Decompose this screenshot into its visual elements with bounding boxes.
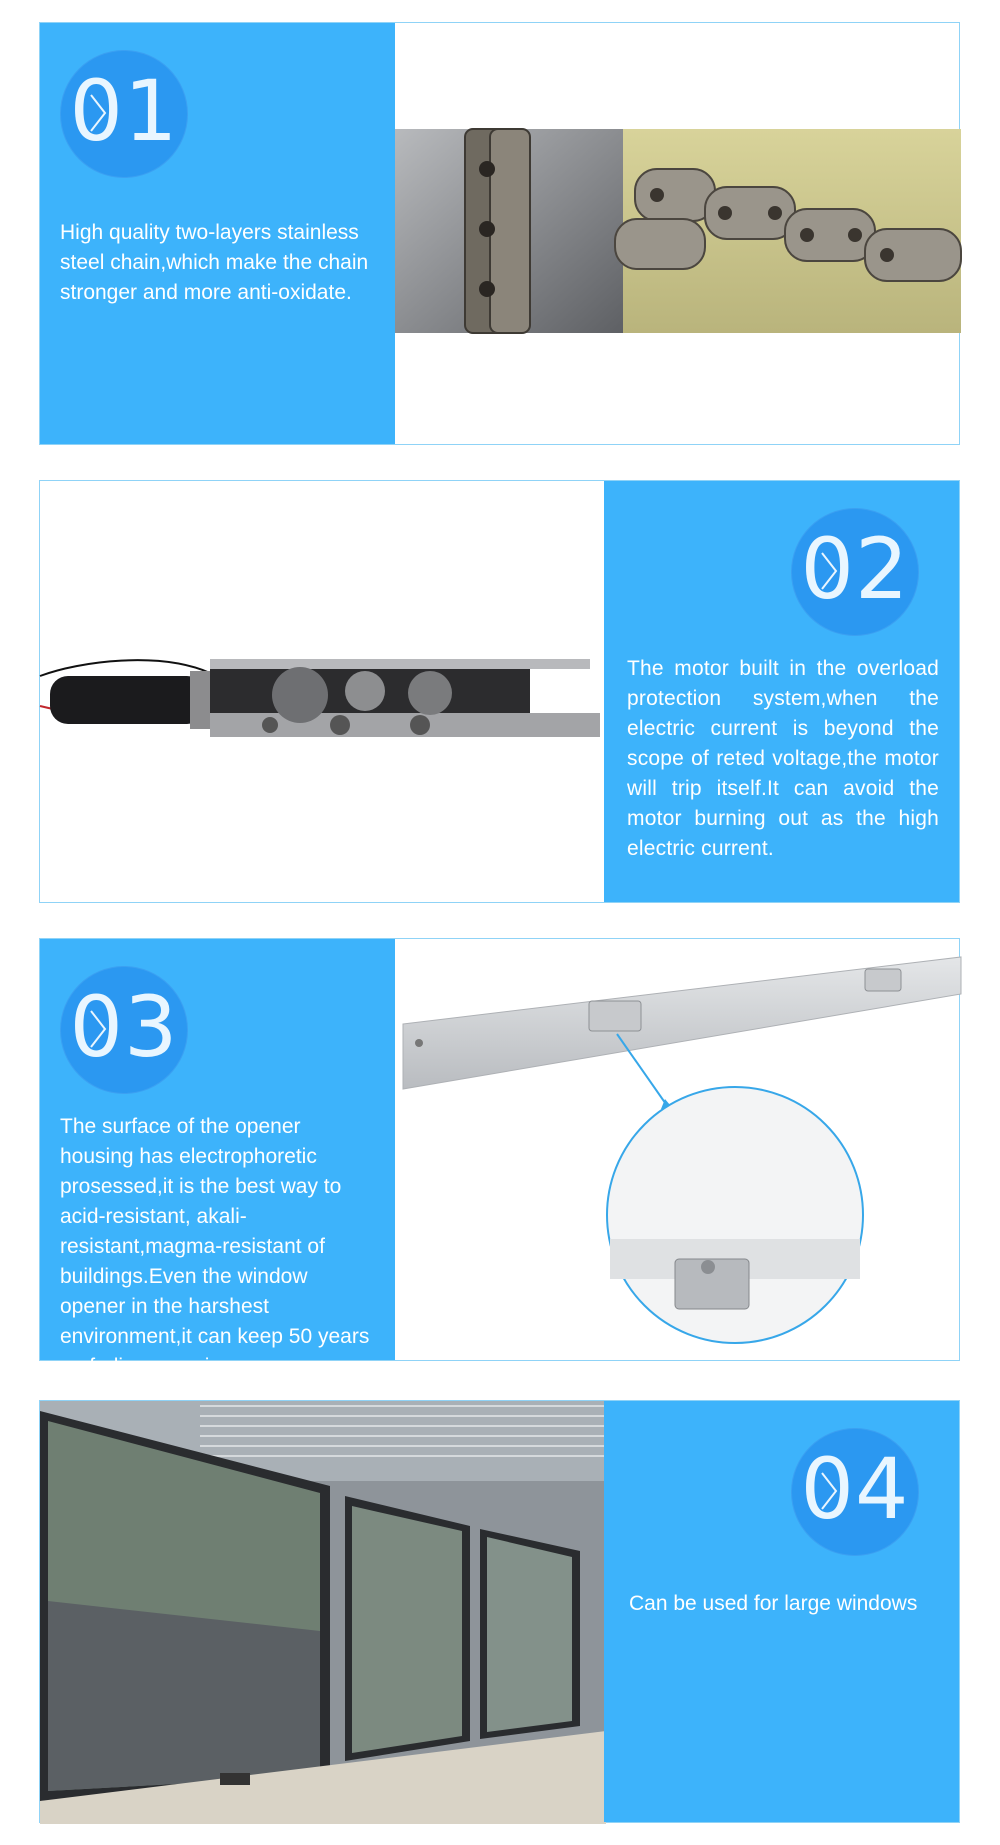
feature-description: High quality two-layers stainless steel chain,which make the chain stronger and more anti-oxidate. xyxy=(60,221,369,304)
feature-panel xyxy=(604,481,959,902)
steel-chain-photo xyxy=(395,129,961,333)
section-number: 02 xyxy=(800,520,910,618)
number-badge xyxy=(60,50,188,178)
number-badge xyxy=(791,508,919,636)
motor-gearbox-photo xyxy=(40,631,606,751)
feature-panel xyxy=(40,23,395,444)
feature-card-03 xyxy=(39,938,960,1378)
section-number: 03 xyxy=(69,978,179,1076)
large-windows-photo xyxy=(40,1401,606,1824)
feature-panel xyxy=(604,1401,959,1822)
number-badge xyxy=(60,966,188,1094)
feature-card-01 xyxy=(39,22,960,445)
section-number: 01 xyxy=(69,62,179,160)
feature-panel xyxy=(40,939,395,1378)
opener-housing-photo xyxy=(395,939,961,1362)
feature-card-04 xyxy=(39,1400,960,1823)
section-number: 04 xyxy=(800,1440,910,1538)
feature-description: The surface of the opener housing has electrophoretic prosessed,it is the best way to acid-resistant, akali-resistant,magma-resistant of buildings.Even the window opener in the harshest environment,it can keep 50 years no fading,no aging. xyxy=(60,1115,370,1378)
feature-description: The motor built in the overload protection system,when the electric current is beyond the scope of reted voltage,the motor will trip itself.It can avoid the motor burning out as the high electric current. xyxy=(627,657,939,860)
number-badge xyxy=(791,1428,919,1556)
feature-card-02 xyxy=(39,480,960,903)
feature-description: Can be used for large windows xyxy=(629,1592,918,1615)
